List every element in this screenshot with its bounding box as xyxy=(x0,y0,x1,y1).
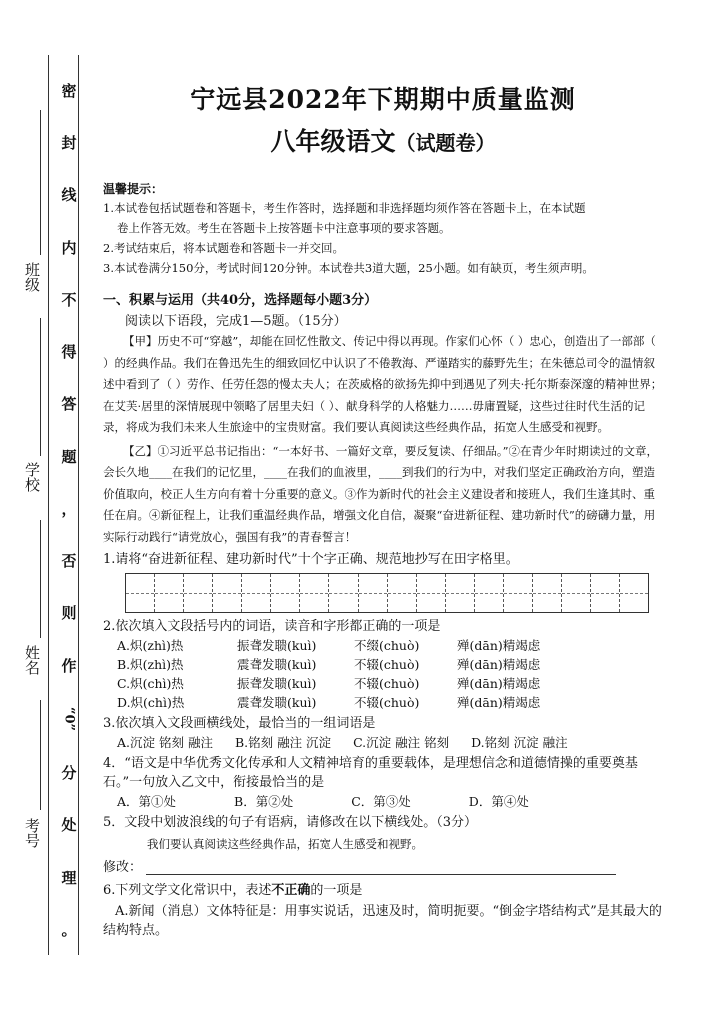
q6-option-a: A.新闻（消息）文体特征是：用事实说话，迅速及时，简明扼要。“倒金字塔结构式”是其最大的结构特点。 xyxy=(103,904,662,938)
option-c-2: 振聋发聩(kuì) xyxy=(237,676,317,691)
option-c-3: 不辍(chuò) xyxy=(354,676,420,691)
option-row-d xyxy=(117,693,663,712)
q6-text-post: 的一项是 xyxy=(310,883,363,898)
q4-option-d: D．第④处 xyxy=(468,794,529,809)
grid-cell[interactable] xyxy=(620,574,648,612)
question-3-options xyxy=(117,733,663,752)
subtitle-paren: （试题卷） xyxy=(395,131,496,155)
q3-option-d: D.铭刻 沉淀 融注 xyxy=(471,735,568,750)
question-4-options xyxy=(117,792,663,811)
question-1: 1.请将“奋进新征程、建功新时代”十个字正确、规范地抄写在田字格里。 xyxy=(103,552,519,567)
option-b-1: B.炽(zhì)热 xyxy=(117,657,184,672)
grid-cell[interactable] xyxy=(417,574,446,612)
q3-option-b: B.铭刻 融注 沉淀 xyxy=(234,735,332,750)
grid-cell[interactable] xyxy=(213,574,242,612)
binding-char: 则 xyxy=(61,604,77,623)
binding-char: 。 xyxy=(61,920,77,939)
faulty-sentence: 我们要认真阅读这些经典作品，拓宽人生感受和视野。 xyxy=(147,837,423,851)
binding-char: 封 xyxy=(61,134,77,153)
option-d-2: 震聋发聩(kuì) xyxy=(237,695,317,710)
revise-label: 修改： xyxy=(103,860,143,875)
notice-item: 3.本试卷满分150分，考试时间120分钟。本试卷共3道大题，25小题。如有缺页，考生须声明。 xyxy=(103,261,594,275)
binding-char: 答 xyxy=(61,395,77,414)
binding-line-right xyxy=(78,55,79,955)
field-line-exam-number[interactable] xyxy=(40,700,41,810)
grid-cell[interactable] xyxy=(359,574,388,612)
grid-cell[interactable] xyxy=(329,574,358,612)
grid-cell[interactable] xyxy=(591,574,620,612)
field-label-name: 姓名 xyxy=(23,645,41,675)
option-a-3: 不缀(chuò) xyxy=(354,638,420,653)
q3-option-c: C.沉淀 融注 铭刻 xyxy=(353,735,450,750)
binding-notice xyxy=(60,80,78,940)
grid-cell[interactable] xyxy=(300,574,329,612)
field-line-name[interactable] xyxy=(40,520,41,638)
binding-char: 分 xyxy=(61,764,77,783)
q4-option-c: C．第③处 xyxy=(351,794,411,809)
notice-list xyxy=(103,200,663,277)
subject-title: 八年级语文 xyxy=(270,127,396,156)
option-d-4: 殚(dān)精竭虑 xyxy=(457,695,541,710)
field-line-school[interactable] xyxy=(40,318,41,456)
exam-subtitle xyxy=(103,122,663,158)
passage-yi: 【乙】①习近平总书记指出：“一本好书、一篇好文章，要反复读、仔细品。”②在青少年时期读过的文章，会长久地____在我们的记忆里，____在我们的血液里，____到我们的行为中，对我们坚定正确政治方向，塑造价值取向，校正人生方向有着十分重要的意义。③作为新时代的社会主义建设者和接班人，我们生逢其时、重任在肩。④新征程上，让我们重温经典作品，增强文化自信，凝聚“奋进新征程、建功新时代”的磅礴力量，用实际行动践行“请党放心，强国有我”的青春誓言！ xyxy=(103,443,659,544)
grid-cell[interactable] xyxy=(504,574,533,612)
option-a-1: A.炽(zhì)热 xyxy=(117,638,184,653)
binding-char: 线 xyxy=(61,186,77,205)
section-heading: 一、积累与运用（共40分，选择题每小题3分） xyxy=(103,293,378,308)
grid-cell[interactable] xyxy=(388,574,417,612)
binding-char: 处 xyxy=(61,816,77,835)
option-c-1: C.炽(chì)热 xyxy=(117,676,184,691)
binding-char: 得 xyxy=(61,343,77,362)
notice-item: 1.本试卷包括试题卷和答题卡，考生作答时，选择题和非选择题均须作答在答题卡上，在本试题 xyxy=(103,201,586,215)
revise-row xyxy=(103,856,663,875)
option-d-1: D.炽(chì)热 xyxy=(117,695,185,710)
option-c-4: 殚(dān)精竭虑 xyxy=(457,676,541,691)
notice-heading: 温馨提示： xyxy=(103,182,164,196)
grid-cell[interactable] xyxy=(155,574,184,612)
binding-char: 密 xyxy=(61,82,77,100)
binding-char: 理 xyxy=(61,868,77,887)
option-b-4: 殚(dān)精竭虑 xyxy=(457,657,541,672)
binding-char: 作 xyxy=(61,656,77,675)
q4-option-b: B．第②处 xyxy=(234,794,294,809)
q6-text-pre: 6.下列文学文化常识中，表述 xyxy=(103,883,272,898)
option-row-a xyxy=(117,636,663,655)
question-2: 2.依次填入文段括号内的词语，读音和字形都正确的一项是 xyxy=(103,619,441,634)
grid-cell[interactable] xyxy=(271,574,300,612)
option-d-3: 不辍(chuò) xyxy=(354,695,420,710)
field-label-exam-number: 考号 xyxy=(23,818,41,848)
grid-cell[interactable] xyxy=(562,574,591,612)
binding-char: 否 xyxy=(61,552,77,571)
field-line-class[interactable] xyxy=(40,110,41,255)
tianzige-grid[interactable] xyxy=(125,573,649,613)
grid-cell[interactable] xyxy=(533,574,562,612)
option-row-b xyxy=(117,655,663,674)
option-a-2: 振聋发聩(kuì) xyxy=(237,638,317,653)
option-b-3: 不辍(chuò) xyxy=(354,657,420,672)
binding-char: 内 xyxy=(61,238,77,257)
option-b-2: 震聋发聩(kuì) xyxy=(237,657,317,672)
grid-cell[interactable] xyxy=(242,574,271,612)
exam-title: 宁远县2022年下期期中质量监测 xyxy=(190,85,576,114)
question-4: 4．“语文是中华优秀文化传承和人文精神培育的重要载体，是理想信念和道德情操的重要奠基石。”一句放入乙文中，衔接最恰当的是 xyxy=(103,756,638,790)
question-5: 5．文段中划波浪线的句子有语病，请修改在以下横线处。（3分） xyxy=(103,815,478,830)
binding-line-left xyxy=(48,55,49,955)
question-3: 3.依次填入文段画横线处，最恰当的一组词语是 xyxy=(103,716,376,731)
revise-answer-line[interactable] xyxy=(146,858,616,875)
question-6 xyxy=(103,881,663,900)
exam-content xyxy=(103,80,663,940)
binding-char: “0” xyxy=(61,706,77,731)
notice-item: 2.考试结束后，将本试题卷和答题卡一并交回。 xyxy=(103,241,344,255)
notice-item: 卷上作答无效。考生在答题卡上按答题卡中注意事项的要求答题。 xyxy=(117,221,451,235)
grid-cell[interactable] xyxy=(184,574,213,612)
q3-option-a: A.沉淀 铭刻 融注 xyxy=(117,735,213,750)
grid-cell[interactable] xyxy=(446,574,475,612)
option-row-c xyxy=(117,674,663,693)
binding-char: ， xyxy=(61,499,77,518)
reading-intro: 阅读以下语段，完成1—5题。（15分） xyxy=(125,314,347,329)
field-label-class: 班级 xyxy=(23,262,41,292)
q4-option-a: A．第①处 xyxy=(117,794,177,809)
option-a-4: 殚(dān)精竭虑 xyxy=(457,638,541,653)
q6-emphasis: 不正确 xyxy=(271,883,311,898)
field-label-school: 学校 xyxy=(23,462,41,492)
binding-char: 题 xyxy=(61,447,77,466)
passage-jia: 【甲】历史不可“穿越”，却能在回忆性散文、传记中得以再现。作家们心怀（ ）忠心，创造出了一部部（ ）的经典作品。我们在鲁迅先生的细致回忆中认识了不倦教海、严谨踏实的藤野先生；在朱德总司令的温情叙述中看到了（ ）劳作、任劳任怨的慢太夫人；在茨威格的欲扬先抑中到遇见了列夫·托尔斯泰深邃的精神世界；在艾芙·居里的深情展现中领略了居里夫妇（ ）、献身科学的人格魅力……毋庸置疑，这些过往时代生活的记录，将成为我们未来人生旅途中的宝贵财富。我们要认真阅读这些经典作品，拓宽人生感受和视野。 xyxy=(103,334,663,434)
grid-cell[interactable] xyxy=(475,574,504,612)
grid-cell[interactable] xyxy=(126,574,155,612)
binding-char: 不 xyxy=(61,290,77,309)
